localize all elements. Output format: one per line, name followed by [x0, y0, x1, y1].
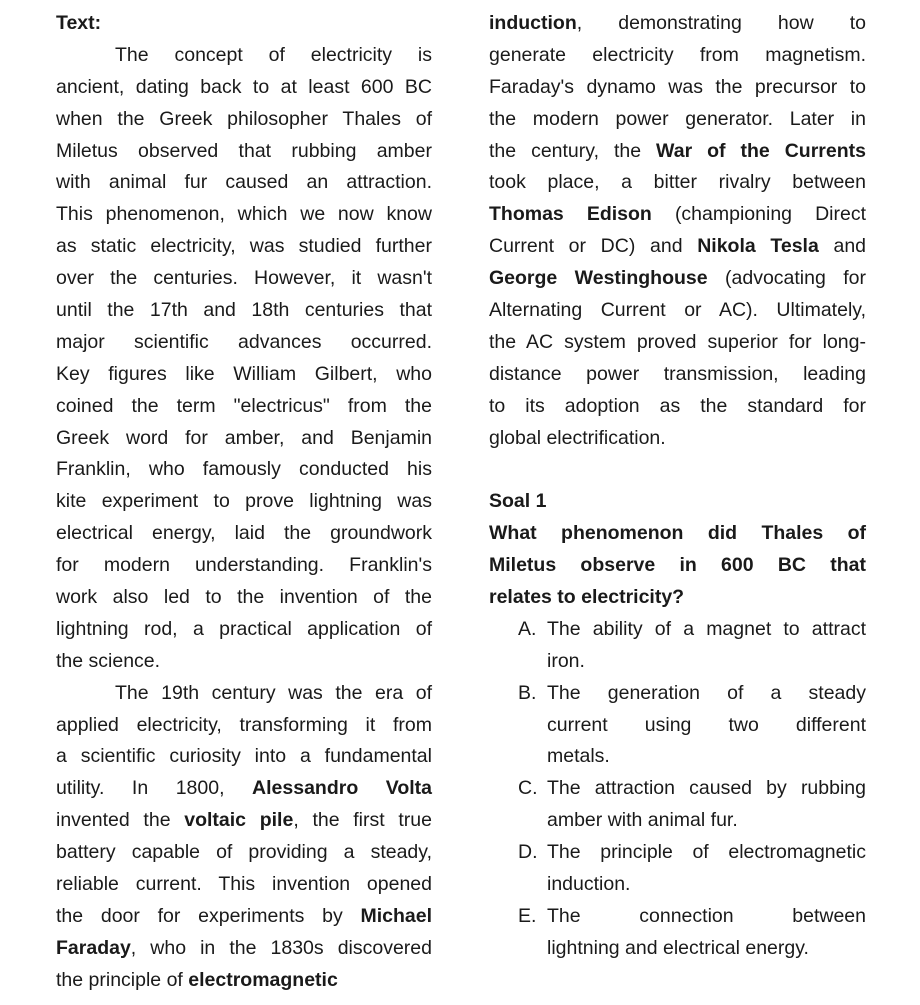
option-label: C.: [518, 777, 538, 800]
text-line: Franklin, who famously conducted his: [56, 458, 432, 481]
text-line: Current or DC) and Nikola Tesla and: [489, 235, 867, 258]
option-line: [489, 710, 866, 742]
paragraph-2-continued: [489, 8, 866, 454]
text-line: as static electricity, was studied further: [56, 235, 432, 258]
text-line: generate electricity from magnetism.: [489, 43, 866, 66]
option-text: lightning and electrical energy.: [547, 936, 809, 959]
right-column: [489, 8, 866, 965]
text-line: Miletus observed that rubbing amber: [56, 139, 432, 162]
text-line: the AC system proved superior for long-: [489, 330, 866, 353]
text-line: with animal fur caused an attraction.: [56, 171, 432, 194]
option-label-spacer: [489, 869, 547, 901]
text-line: electrical energy, laid the groundwork: [56, 522, 432, 545]
text-line: Faraday, who in the 1830s discovered: [56, 936, 432, 959]
option-text: The ability of a magnet to attract: [547, 617, 866, 640]
option-line: [489, 805, 866, 837]
text-line: for modern understanding. Franklin's: [56, 554, 432, 577]
option-c[interactable]: [489, 773, 866, 837]
text-heading: Text:: [56, 12, 102, 34]
option-label-spacer: [489, 710, 547, 742]
option-d[interactable]: [489, 837, 866, 901]
text-line: The concept of electricity is: [115, 43, 432, 66]
option-line: [489, 646, 866, 678]
question-text-line: What phenomenon did Thales of: [489, 522, 866, 545]
text-line: Alternating Current or AC). Ultimately,: [489, 299, 866, 322]
question-text-line: Miletus observe in 600 BC that: [489, 554, 866, 577]
text-line: Faraday's dynamo was the precursor to: [489, 75, 866, 98]
text-line: over the centuries. However, it wasn't: [56, 267, 432, 290]
text-line: until the 17th and 18th centuries that: [56, 299, 432, 322]
text-line: Thomas Edison (championing Direct: [489, 203, 867, 226]
text-line: utility. In 1800, Alessandro Volta: [56, 777, 432, 800]
text-line: the science.: [56, 649, 161, 672]
option-text: The principle of electromagnetic: [547, 841, 866, 864]
text-line: the modern power generator. Later in: [489, 107, 866, 130]
text-line: This phenomenon, which we now know: [56, 203, 432, 226]
option-b[interactable]: [489, 678, 866, 774]
option-label-spacer: [489, 805, 547, 837]
paragraph-2: [56, 678, 432, 997]
text-line: applied electricity, transforming it from: [56, 713, 432, 736]
text-line: ancient, dating back to at least 600 BC: [56, 75, 432, 98]
question-block: [489, 486, 866, 964]
option-text: The generation of a steady: [547, 681, 866, 704]
text-line: invented the voltaic pile, the first true: [56, 809, 432, 832]
text-line: the century, the War of the Currents: [489, 139, 866, 162]
text-line: Key figures like William Gilbert, who: [56, 362, 432, 385]
paragraph-1: [56, 40, 432, 678]
option-text: The attraction caused by rubbing: [547, 777, 866, 800]
option-line: [489, 869, 866, 901]
text-line: battery capable of providing a steady,: [56, 841, 432, 864]
option-label-spacer: [489, 741, 547, 773]
option-a[interactable]: [489, 614, 866, 678]
option-line: [489, 933, 866, 965]
option-label: E.: [518, 904, 537, 927]
text-line: the door for experiments by Michael: [56, 904, 432, 927]
option-label-spacer: [489, 646, 547, 678]
text-line: major scientific advances occurred.: [56, 330, 432, 353]
question-title: Soal 1: [489, 490, 547, 513]
left-column: [56, 8, 432, 997]
text-line: George Westinghouse (advocating for: [489, 267, 866, 290]
text-line: induction, demonstrating how to: [489, 12, 866, 34]
text-line: when the Greek philosopher Thales of: [56, 107, 432, 130]
option-text: amber with animal fur.: [547, 809, 738, 832]
text-line: took place, a bitter rivalry between: [489, 171, 866, 194]
text-line: Greek word for amber, and Benjamin: [56, 426, 432, 449]
spacer: [489, 454, 866, 486]
text-line: a scientific curiosity into a fundamental: [56, 745, 432, 768]
text-line: coined the term "electricus" from the: [56, 394, 432, 417]
option-line: [489, 901, 866, 933]
option-text: iron.: [547, 649, 585, 672]
text-line: The 19th century was the era of: [115, 681, 432, 704]
option-label: D.: [518, 841, 538, 864]
option-line: [489, 614, 866, 646]
option-line: [489, 837, 866, 869]
option-e[interactable]: [489, 901, 866, 965]
option-line: [489, 773, 866, 805]
option-label: A.: [518, 617, 537, 640]
text-line: lightning rod, a practical application of: [56, 617, 432, 640]
text-line: to its adoption as the standard for: [489, 394, 866, 417]
text-line: the principle of electromagnetic: [56, 968, 338, 991]
option-text: metals.: [547, 745, 610, 768]
option-label-spacer: [489, 933, 547, 965]
option-label: B.: [518, 681, 537, 704]
text-line: kite experiment to prove lightning was: [56, 490, 432, 513]
text-line: distance power transmission, leading: [489, 362, 866, 385]
text-line: global electrification.: [489, 426, 666, 449]
option-text: current using two different: [547, 713, 866, 736]
option-line: [489, 741, 866, 773]
option-text: induction.: [547, 873, 631, 896]
question-text-line: relates to electricity?: [489, 586, 685, 609]
option-line: [489, 678, 866, 710]
option-text: The connection between: [547, 904, 866, 927]
text-line: work also led to the invention of the: [56, 586, 432, 609]
text-line: reliable current. This invention opened: [56, 873, 432, 896]
